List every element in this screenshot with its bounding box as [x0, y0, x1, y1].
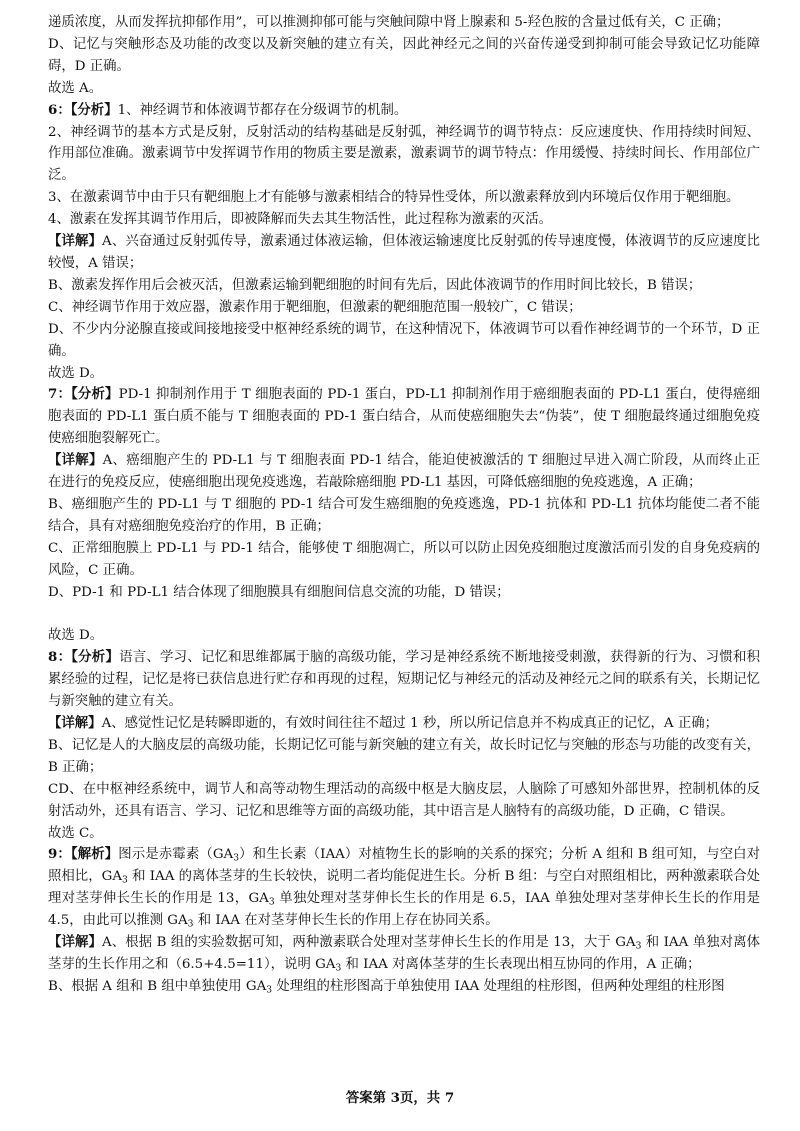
answer-paragraph: [48, 647, 760, 713]
answer-paragraph: [48, 779, 760, 823]
paragraph-text: 1、神经调节和体液调节都存在分级调节的机制。: [117, 102, 408, 118]
paragraph-text: C、正常细胞膜上 PD-L1 与 PD-1 结合，能够使 T 细胞凋亡，所以可以防止因免疫细胞过度激活而引发的自身免疫病的风险，C 正确。: [48, 540, 760, 578]
answer-paragraph: [48, 384, 760, 450]
answer-paragraph: [48, 34, 760, 78]
paragraph-text: 3、在激素调节中由于只有靶细胞上才有能够与激素相结合的特异性受体，所以激素释放到内环境后仅作用于靶细胞。: [48, 190, 740, 206]
paragraph-text: C、神经调节作用于效应器，激素作用于靶细胞，但激素的靶细胞范围一般较广，C 错误；: [48, 299, 582, 315]
paragraph-text: A、根据 B 组的实验数据可知，两种激素联合处理对茎芽伸长生长的作用是 13，大于 $GA_3$ 和 IAA 单独对离体茎芽的生长作用之和（6.5+4.5=11），说明 $GA_3$ 和 IAA 对离体茎芽的生长表现出相互协同的作用，A 正确；: [48, 935, 760, 974]
paragraph-text: A、兴奋通过反射弧传导，激素通过体液运输，但体液运输速度比反射弧的传导速度慢，体液调节的反应速度比较慢，A 错误；: [48, 234, 761, 271]
answer-paragraph: [48, 231, 760, 275]
paragraph-text: 4、激素在发挥其调节作用后，即被降解而失去其生物活性，此过程称为激素的灭活。: [48, 212, 552, 228]
section-label: 【详解】: [48, 714, 102, 731]
paragraph-text: D、不少内分泌腺直接或间接地接受中枢神经系统的调节，在这种情况下，体液调节可以看作神经调节的一个环节，D 正确。: [48, 321, 760, 359]
question-number: 6：: [48, 101, 71, 118]
paragraph-text: 语言、学习、记忆和思维都属于脑的高级功能，学习是神经系统不断地接受刺激，获得新的行为、习惯和积累经验的过程，记忆是将已获信息进行贮存和再现的过程，短期记忆与神经元的活动及神经元之间的联系有关，长期记忆与新突触的建立有关。: [48, 650, 760, 710]
paragraph-text: A、癌细胞产生的 PD-L1 与 T 细胞表面 PD-1 结合，能迫使被激活的 T 细胞过早进入凋亡阶段，从而终止正在进行的免疫反应，使癌细胞出现免疫逃逸，若敲除癌细胞 PD-L1 基因，可降低癌细胞的免疫逃逸，A 正确；: [48, 453, 760, 491]
paragraph-text: 递质浓度，从而发挥抗抑郁作用”，可以推测抑郁可能与突触间隙中肾上腺素和 5-羟色胺的含量过低有关，C 正确；: [48, 15, 730, 30]
answer-paragraph: [48, 209, 760, 231]
answer-paragraph: [48, 735, 760, 779]
section-label: 【分析】: [71, 386, 119, 403]
answer-paragraph: [48, 297, 760, 319]
paragraph-text: 故选 D。: [48, 365, 104, 381]
paragraph-text: 2、神经调节的基本方式是反射，反射活动的结构基础是反射弧，神经调节的调节特点：反应速度快、作用持续时间短、作用部位准确。激素调节中发挥调节作用的物质主要是激素，激素调节的调节特点：作用缓慢、持续时间长、作用部位广泛。: [48, 124, 760, 184]
paragraph-text: 故选 D。: [48, 628, 104, 644]
answer-paragraph: [48, 12, 760, 34]
answer-content: [48, 12, 760, 998]
answer-paragraph: [48, 625, 760, 647]
question-number: 9：: [48, 846, 71, 863]
section-label: 【详解】: [48, 233, 103, 250]
section-label: 【详解】: [48, 452, 103, 469]
question-number: 7：: [48, 386, 72, 403]
question-number: 8：: [48, 649, 72, 666]
paragraph-text: B、激素发挥作用后会被灭活，但激素运输到靶细胞的时间有先后，因此体液调节的作用时间比较长，B 错误；: [48, 277, 702, 293]
answer-paragraph: [48, 78, 760, 100]
answer-paragraph: [48, 713, 760, 735]
answer-paragraph: [48, 450, 760, 494]
answer-paragraph: [48, 319, 760, 363]
answer-paragraph: [48, 932, 760, 976]
paragraph-text: A、感觉性记忆是转瞬即逝的，有效时间往往不超过 1 秒，所以所记信息并不构成真正的记忆，A 正确；: [101, 715, 718, 731]
answer-paragraph: [48, 823, 760, 845]
answer-paragraph: [48, 363, 760, 385]
section-label: 【分析】: [71, 649, 120, 666]
section-label: 【分析】: [70, 101, 118, 118]
answer-paragraph: [48, 494, 760, 538]
answer-paragraph: [48, 275, 760, 297]
answer-paragraph: [48, 187, 760, 209]
page-footer: 答案第 3页，共 7: [345, 1090, 455, 1106]
paragraph-text: B、癌细胞产生的 PD-L1 与 T 细胞的 PD-1 结合可发生癌细胞的免疫逃逸，PD-1 抗体和 PD-L1 抗体均能使二者不能结合，具有对癌细胞免疫治疗的作用，B 正确；: [48, 496, 760, 534]
answer-paragraph: [48, 100, 760, 122]
section-label: 【解析】: [70, 846, 119, 863]
paragraph-text: D、记忆与突触形态及功能的改变以及新突触的建立有关，因此神经元之间的兴奋传递受到抑制可能会导致记忆功能障碍，D 正确。: [48, 36, 760, 74]
paragraph-text: 故选 C。: [48, 825, 103, 841]
paragraph-text: B、根据 A 组和 B 组中单独使用 $GA_3$ 处理组的柱形图高于单独使用 IAA 处理组的柱形图，但两种处理组的柱形图: [48, 978, 725, 996]
answer-paragraph: [48, 976, 760, 998]
paragraph-text: CD、在中枢神经系统中，调节人和高等动物生理活动的高级中枢是大脑皮层，人脑除了可感知外部世界，控制机体的反射活动外，还具有语言、学习、记忆和思维等方面的高级功能，其中语言是人脑特有的高级功能，D 正确，C 错误。: [48, 781, 760, 819]
section-label: 【详解】: [48, 934, 102, 951]
paragraph-text: D、PD-1 和 PD-L1 结合体现了细胞膜具有细胞间信息交流的功能，D 错误；: [48, 584, 510, 600]
answer-paragraph: [48, 582, 760, 604]
paragraph-text: PD-1 抑制剂作用于 T 细胞表面的 PD-1 蛋白，PD-L1 抑制剂作用于癌细胞表面的 PD-L1 蛋白，使得癌细胞表面的 PD-L1 蛋白质不能与 T 细胞表面的 PD-1 蛋白结合，从而使癌细胞失去“伪装”，使 T 细胞最终通过细胞免疫使癌细胞裂解死亡。: [48, 387, 760, 447]
paragraph-text: 图示是赤霉素$(GA_3)$和生长素（IAA）对植物生长的影响的关系的探究；分析 A 组和 B 组可知，与空白对照相比，$GA_3$ 和 IAA 的离体茎芽的生长较快，说明二者均能促进生长。分析 B 组：与空白对照组相比，两种激素联合处理对茎芽伸长生长的作用是 13，$GA_3$ 单独处理对茎芽伸长生长的作用是 6.5，IAA 单独处理对茎芽伸长生长的作用是 4.5，由此可以推测 $GA_3$ 和 IAA 在对茎芽伸长生长的作用上存在协同关系。: [48, 847, 761, 930]
answer-paragraph: [48, 538, 760, 582]
answer-paragraph: [48, 122, 760, 188]
paragraph-text: 故选 A。: [48, 80, 103, 96]
blank-line: [48, 603, 760, 625]
answer-paragraph: [48, 844, 760, 932]
paragraph-text: B、记忆是人的大脑皮层的高级功能，长期记忆可能与新突触的建立有关，故长时记忆与突触的形态与功能的改变有关，B 正确；: [48, 737, 760, 775]
